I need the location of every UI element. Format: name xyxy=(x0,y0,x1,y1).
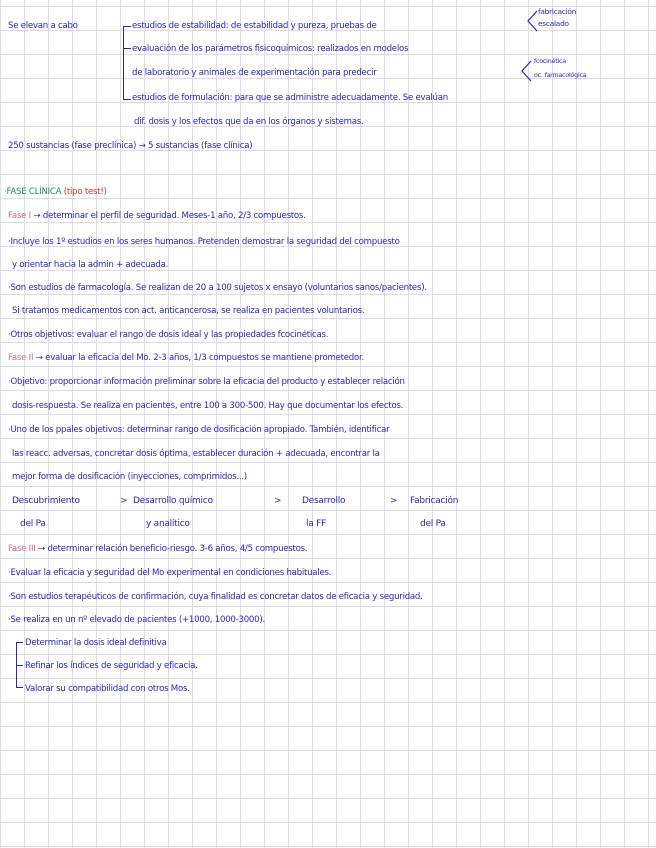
phase1-summary: → determinar el perfil de seguridad. Meses-1 año, 2/3 compuestos. xyxy=(30,211,306,221)
heading-note: (tipo test!) xyxy=(63,187,107,197)
phase2-header xyxy=(8,352,364,364)
phase2-line: las reacc. adversas, concretar dosis óptima, establecer duración + adecuada, encontrar la xyxy=(12,449,380,459)
phase1-line: ·Incluye los 1º estudios en los seres humanos. Pretenden demostrar la seguridad del compuesto xyxy=(8,237,400,247)
flow-step-1-bottom: del Pa xyxy=(20,519,46,529)
phase2-line: dosis-respuesta. Se realiza en pacientes, entre 100 a 300-500. Hay que documentar los efectos. xyxy=(12,401,404,411)
bullet-formulation: estudios de formulación: para que se administre adecuadamente. Se evalúan xyxy=(132,93,448,103)
flow-step-4-bottom: del Pa xyxy=(420,519,446,529)
summary-line: 250 sustancias (fase preclínica) → 5 sustancias (fase clínica) xyxy=(8,141,253,151)
phase3-line: ·Se realiza en un nº elevado de pacientes (+1000, 1000-3000). xyxy=(8,615,265,625)
phase2-line: ·Objetivo: proporcionar información preliminar sobre la eficacia del producto y establecer relación xyxy=(8,377,405,387)
phase1-line: ·Otros objetivos: evaluar el rango de dosis ideal y las propiedades fcocinéticas. xyxy=(8,330,329,340)
flow-arrow: > xyxy=(274,496,282,506)
phase2-line: ·Uno de los ppales objetivos: determinar rango de dosificación apropiado. También, identificar xyxy=(8,425,390,435)
phase2-line: mejor forma de dosificación (inyecciones, comprimidos...) xyxy=(12,472,247,482)
flow-step-3-bottom: la FF xyxy=(306,519,326,529)
phase3-bullet: Refinar los índices de seguridad y eficacia. xyxy=(25,661,198,671)
phase3-line: ·Evaluar la eficacia y seguridad del Mo experimental en condiciones habituales. xyxy=(8,568,332,578)
flow-arrow: > xyxy=(390,496,398,506)
phase2-title: Fase II xyxy=(8,353,34,363)
flow-step-1-top: Descubrimiento xyxy=(12,496,80,506)
phase1-line: ·Son estudios de farmacología. Se realizan de 20 a 100 sujetos x ensayo (voluntarios sanos/pacientes). xyxy=(8,283,427,293)
top-bracket xyxy=(123,26,124,100)
bracket-tick xyxy=(123,26,131,27)
phase1-line: Si tratamos medicamentos con act. anticancerosa, se realiza en pacientes voluntarios. xyxy=(12,306,365,316)
clinical-heading xyxy=(4,186,107,198)
bullet-parameters-cont: de laboratorio y animales de experimentación para predecir xyxy=(132,68,377,78)
phase2-summary: → evaluar la eficacia del Mo. 2-3 años, 1/3 compuestos se mantiene prometedor. xyxy=(33,353,364,363)
phase3-line: ·Son estudios terapéuticos de confirmación, cuya finalidad es concretar datos de eficacia y seguridad. xyxy=(8,592,423,602)
pharmacokinetics-label: fcocinética xyxy=(534,57,566,65)
flow-step-2-bottom: y analítico xyxy=(146,519,190,529)
branch-arrow-icon xyxy=(526,8,538,34)
pharmacology-label: oc. farmacológica xyxy=(534,71,587,79)
flow-step-2-top: Desarrollo químico xyxy=(133,496,213,506)
phase3-bullet: Valorar su compatibilidad con otros Mos. xyxy=(25,684,190,694)
bullet-parameters: evaluación de los parámetros fisicoquímicos: realizados en modelos xyxy=(132,44,409,54)
heading-dot: · xyxy=(4,187,7,197)
bullet-formulation-cont: dif. dosis y los efectos que da en los órganos y sistemas. xyxy=(134,117,364,127)
phase1-header xyxy=(8,210,306,222)
bracket-tick xyxy=(123,48,131,49)
branch-arrow-icon xyxy=(520,58,532,84)
flow-arrow: > xyxy=(120,496,128,506)
fabrication-label: fabricación xyxy=(538,7,577,16)
bracket-tick xyxy=(123,99,131,100)
phase3-bullet: Determinar la dosis ideal definitiva xyxy=(25,638,167,648)
scaling-label: escalado xyxy=(538,19,569,28)
heading-title: FASE CLÍNICA xyxy=(6,187,62,197)
flow-step-3-top: Desarrollo xyxy=(302,496,346,506)
bullet-stability: estudios de estabilidad: de estabilidad y pureza, pruebas de xyxy=(132,21,377,31)
intro-text: Se elevan a cabo xyxy=(8,21,78,31)
phase1-title: Fase I xyxy=(8,211,31,221)
bracket-tick xyxy=(16,687,23,688)
flow-step-4-top: Fabricación xyxy=(410,496,459,506)
phase1-line: y orientar hacia la admin + adecuada. xyxy=(12,260,169,270)
phase3-summary: → determinar relación beneficio-riesgo. 3-6 años, 4/5 compuestos. xyxy=(35,544,308,554)
bracket-tick xyxy=(16,642,23,643)
phase3-header xyxy=(8,543,307,555)
phase3-title: Fase III xyxy=(8,544,36,554)
bracket-tick xyxy=(16,665,23,666)
